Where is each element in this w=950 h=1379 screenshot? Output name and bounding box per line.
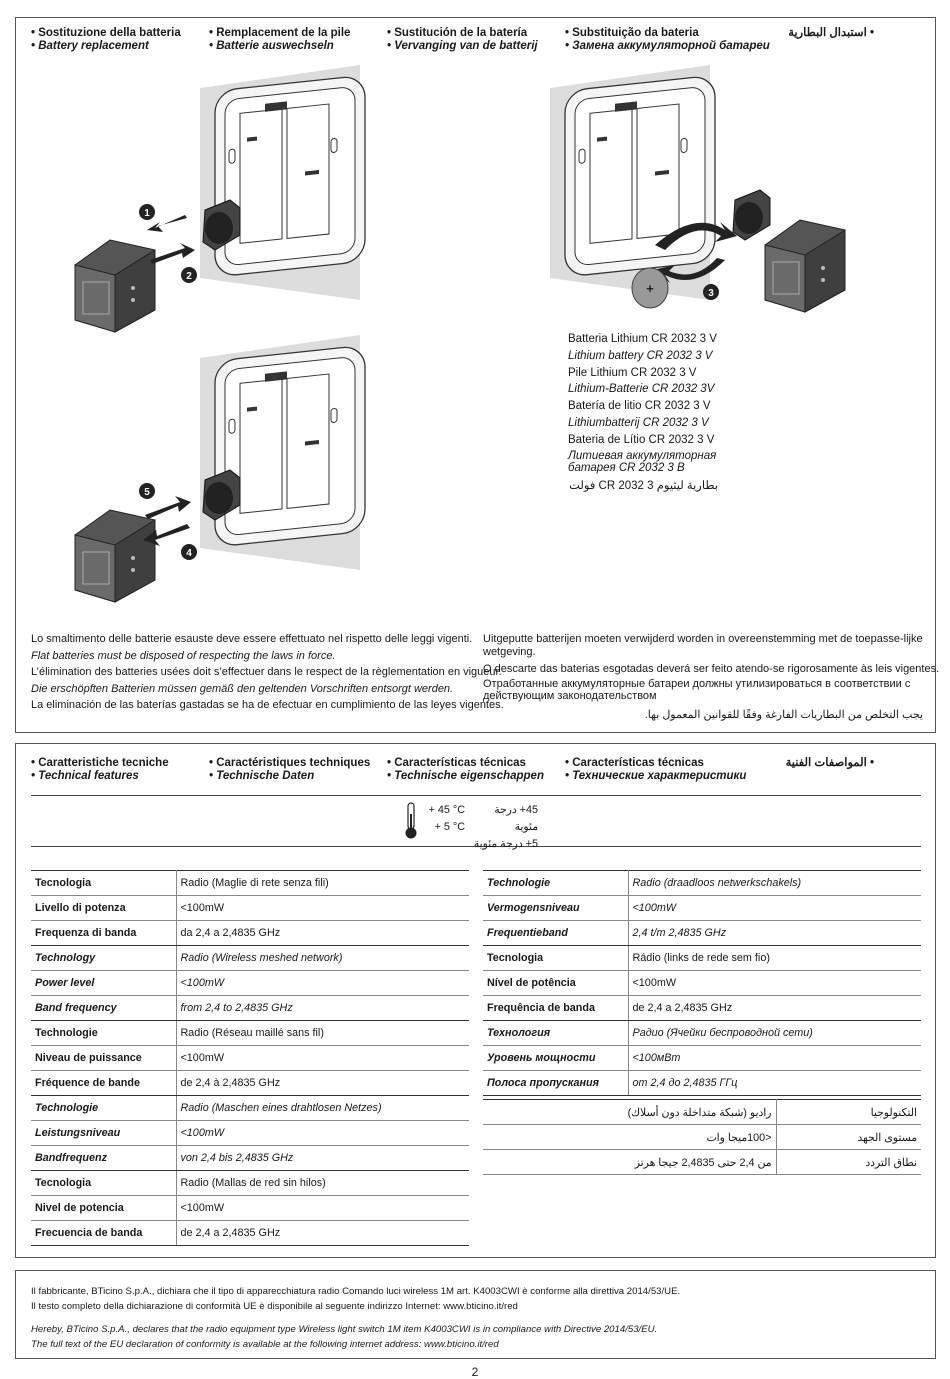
spec-value: <100mW xyxy=(176,971,469,996)
declaration-it: Il fabbricante, BTicino S.p.A., dichiara che il tipo di apparecchiatura radio Comando luci wireless 1M art. K4003CWI è conforme alla direttiva 2014/53/UE. xyxy=(31,1286,681,1297)
disposal-notes-left: Lo smaltimento delle batterie esauste deve essere effettuato nel rispetto delle leggi vigenti. Flat batteries must be disposed of respecting the laws in force. L’élimination des batteries usées doit s’effectuer dans le respect de la règlementation en vigueur. Die erschöpften Batterien müssen gemäß den geltenden Vorschriften entsorgt werden. La eliminación de las baterías gastadas se ha de efectuar en cumplimiento de las leyes vigentes. xyxy=(31,633,504,711)
spec-key: Bandfrequenz xyxy=(31,1146,176,1171)
spec-value: de 2,4 a 2,4835 GHz xyxy=(628,996,921,1021)
spec-row xyxy=(483,1071,921,1096)
spec-value: <100mW xyxy=(176,1196,469,1221)
header-it-en: • Sostituzione della batteria • Battery replacement xyxy=(31,27,181,52)
spec-key: Tecnologia xyxy=(31,871,176,896)
spec-key: Tecnologia xyxy=(483,946,628,971)
spec-row xyxy=(483,921,921,946)
spec-row xyxy=(31,871,469,896)
spec-table-right xyxy=(483,870,921,1096)
header-pt-ru: • Substituição da bateria • Замена аккумуляторной батареи xyxy=(565,27,770,52)
spec-value: de 2,4 a 2,4835 GHz xyxy=(176,1221,469,1246)
tech-header-it-en: • Caratteristiche tecniche • Technical features xyxy=(31,757,169,782)
temp-min: + 5 °C xyxy=(434,821,465,833)
spec-row xyxy=(31,1021,469,1046)
spec-row xyxy=(31,1071,469,1096)
thermometer-icon xyxy=(404,802,418,840)
spec-row xyxy=(31,896,469,921)
battery-replacement-illustration xyxy=(15,60,936,620)
spec-value: <100mW xyxy=(628,971,921,996)
declaration-it-url: Il testo completo della dichiarazione di conformità UE è disponibile al seguente indirizzo Internet: www.bticino.it/red xyxy=(31,1301,518,1312)
spec-value: راديو (شبكة متداخلة دون أسلاك) xyxy=(483,1100,776,1125)
spec-key: Niveau de puissance xyxy=(31,1046,176,1071)
spec-value: 2,4 t/m 2,4835 GHz xyxy=(628,921,921,946)
spec-row xyxy=(483,871,921,896)
compliance-declaration xyxy=(31,1284,680,1352)
spec-key: Technologie xyxy=(483,871,628,896)
spec-value: Радио (Ячейки беспроводной сети) xyxy=(628,1021,921,1046)
temperature-range xyxy=(420,802,465,836)
spec-value: <100mW xyxy=(176,896,469,921)
spec-row xyxy=(483,896,921,921)
spec-key: Технология xyxy=(483,1021,628,1046)
tech-header-ar: • المواصفات الفنية xyxy=(785,757,874,769)
spec-value: Radio (draadloos netwerkschakels) xyxy=(628,871,921,896)
temp-max: + 45 °C xyxy=(428,804,465,816)
spec-row xyxy=(31,1171,469,1196)
disposal-notes-right: Uitgeputte batterijen moeten verwijderd worden in overeenstemming met de toepasse-lijke wetgeving. O descarte das baterias esgotadas deverá ser feito atendo-se rigorosamente às leis vigentes. Отработанные аккумуляторные батареи должны утилизироваться в соответствии с действующим законодательством يجب التخلص من البطاريات الفارغة وفقًا للقوانين المعمول بها. xyxy=(483,633,940,721)
spec-row xyxy=(483,996,921,1021)
spec-value: Radio (Réseau maillé sans fil) xyxy=(176,1021,469,1046)
spec-table-left xyxy=(31,870,469,1246)
spec-row xyxy=(483,1125,921,1150)
spec-key: نطاق التردد xyxy=(776,1150,921,1175)
spec-key: Fréquence de bande xyxy=(31,1071,176,1096)
spec-row xyxy=(483,1046,921,1071)
svg-text:5: 5 xyxy=(144,487,150,498)
spec-row xyxy=(31,1121,469,1146)
tech-header-fr-de: • Caractéristiques techniques • Technische Daten xyxy=(209,757,371,782)
svg-text:1: 1 xyxy=(144,208,150,219)
spec-value: von 2,4 bis 2,4835 GHz xyxy=(176,1146,469,1171)
battery-type-list: Batteria Lithium CR 2032 3 V Lithium battery CR 2032 3 V Pile Lithium CR 2032 3 V Lithium-Batterie CR 2032 3V Batería de litio CR 2032 3 V Lithiumbatterij CR 2032 3 V Bateria de Lítio CR 2032 3 V Литиевая аккумуляторная батарея CR 2032 3 В بطارية ليثيوم 3 2032 CR فولت xyxy=(568,333,718,492)
spec-key: Frecuencia de banda xyxy=(31,1221,176,1246)
spec-key: Livello di potenza xyxy=(31,896,176,921)
temperature-range-ar: 45+ درجة مئوية 5+ درجة مئوية xyxy=(473,804,538,850)
spec-key: Technologie xyxy=(31,1021,176,1046)
spec-key: Band frequency xyxy=(31,996,176,1021)
spec-key: Technologie xyxy=(31,1096,176,1121)
spec-row xyxy=(483,1100,921,1125)
spec-row xyxy=(31,1046,469,1071)
header-es-nl: • Sustitución de la batería • Vervanging van de batterij xyxy=(387,27,538,52)
declaration-en: Hereby, BTicino S.p.A., declares that the radio equipment type Wireless light switch 1M item K4003CWI is in compliance with Directive 2014/53/EU. xyxy=(31,1324,658,1335)
svg-text:4: 4 xyxy=(186,548,192,559)
spec-value: من 2,4 حتى 2,4835 جيجا هرتز xyxy=(483,1150,776,1175)
spec-row xyxy=(31,1096,469,1121)
svg-text:2: 2 xyxy=(186,271,192,282)
spec-key: Vermogensniveau xyxy=(483,896,628,921)
spec-row xyxy=(483,946,921,971)
svg-text:3: 3 xyxy=(708,288,714,299)
spec-key: Power level xyxy=(31,971,176,996)
spec-row xyxy=(31,921,469,946)
spec-row xyxy=(31,996,469,1021)
spec-row xyxy=(483,1021,921,1046)
spec-value: da 2,4 a 2,4835 GHz xyxy=(176,921,469,946)
header-ar: • استبدال البطارية xyxy=(788,27,874,39)
spec-value: <100mW xyxy=(628,896,921,921)
spec-row xyxy=(483,1150,921,1175)
tech-header-es-nl: • Características técnicas • Technische eigenschappen xyxy=(387,757,544,782)
spec-row xyxy=(31,1196,469,1221)
spec-key: مستوى الجهد xyxy=(776,1125,921,1150)
spec-value: Radio (Wireless meshed network) xyxy=(176,946,469,971)
spec-row xyxy=(31,971,469,996)
spec-key: Frequentieband xyxy=(483,921,628,946)
spec-key: Frequência de banda xyxy=(483,996,628,1021)
svg-text:+: + xyxy=(646,281,654,296)
spec-key: Frequenza di banda xyxy=(31,921,176,946)
spec-key: Уровень мощности xyxy=(483,1046,628,1071)
page-number: 2 xyxy=(471,1365,479,1379)
spec-row xyxy=(31,1221,469,1246)
spec-value: de 2,4 à 2,4835 GHz xyxy=(176,1071,469,1096)
spec-key: Technology xyxy=(31,946,176,971)
spec-value: от 2,4 до 2,4835 ГГц xyxy=(628,1071,921,1096)
header-fr-de: • Remplacement de la pile • Batterie auswechseln xyxy=(209,27,351,52)
spec-value: <100mW xyxy=(176,1046,469,1071)
spec-value: Rádio (links de rede sem fio) xyxy=(628,946,921,971)
declaration-en-url: The full text of the EU declaration of conformity is available at the following internet address: www.bticino.it/red xyxy=(31,1339,499,1350)
spec-row xyxy=(31,1146,469,1171)
spec-value: Radio (Maglie di rete senza fili) xyxy=(176,871,469,896)
spec-key: التكنولوجيا xyxy=(776,1100,921,1125)
spec-value: <100ميجا وات xyxy=(483,1125,776,1150)
spec-row xyxy=(483,971,921,996)
spec-key: Leistungsniveau xyxy=(31,1121,176,1146)
spec-value: Radio (Maschen eines drahtlosen Netzes) xyxy=(176,1096,469,1121)
spec-table-arabic xyxy=(483,1099,921,1175)
spec-key: Полоса пропускания xyxy=(483,1071,628,1096)
spec-value: from 2,4 to 2,4835 GHz xyxy=(176,996,469,1021)
spec-value: <100mW xyxy=(176,1121,469,1146)
spec-key: Nível de potência xyxy=(483,971,628,996)
spec-row xyxy=(31,946,469,971)
spec-value: Radio (Mallas de red sin hilos) xyxy=(176,1171,469,1196)
spec-key: Nivel de potencia xyxy=(31,1196,176,1221)
spec-value: <100мВт xyxy=(628,1046,921,1071)
spec-key: Tecnologia xyxy=(31,1171,176,1196)
tech-header-pt-ru: • Características técnicas • Технические характеристики xyxy=(565,757,747,782)
